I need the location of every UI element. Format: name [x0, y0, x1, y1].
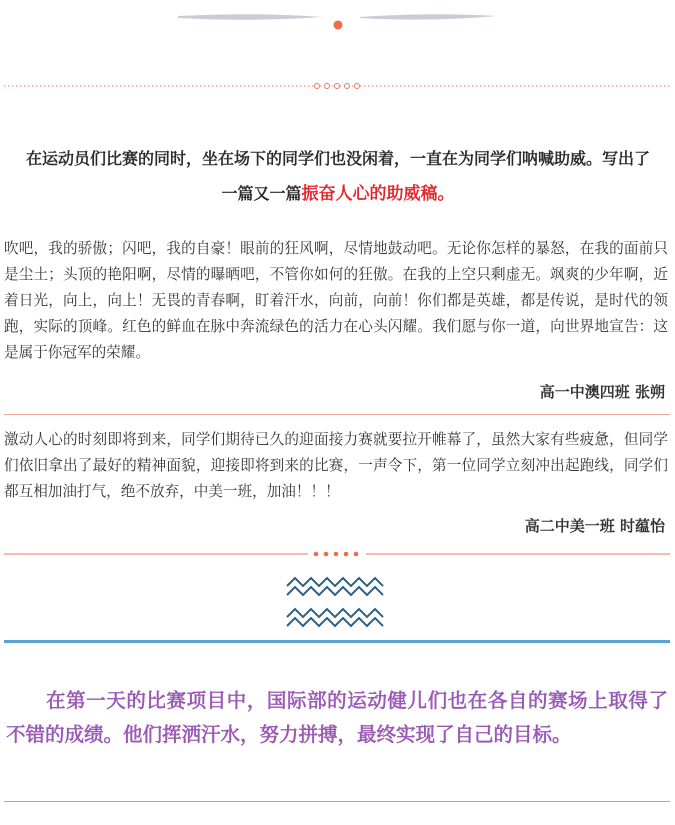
- intro-line-2-prefix: 一篇又一篇: [221, 184, 302, 203]
- left-brush-stroke: [178, 14, 322, 20]
- center-dot: [334, 21, 343, 30]
- intro-line-2: [8, 176, 668, 212]
- dot-divider: [0, 546, 675, 562]
- divider-line: [4, 414, 670, 415]
- intro-highlight: 振奋人心的助威稿。: [301, 184, 455, 204]
- cheer-author-1: 高一中澳四班 张朔: [539, 383, 665, 401]
- summary-text: 在第一天的比赛项目中，国际部的运动健儿们也在各自的赛场上取得了不错的成绩。他们挥洒汗水，努力拼搏，最终实现了自己的目标。: [6, 689, 668, 746]
- top-ornament: [0, 0, 675, 40]
- zigzag-ornament: [285, 573, 389, 637]
- intro-text: [8, 141, 668, 212]
- cheer-text-2: 激动人心的时刻即将到来，同学们期待已久的迎面接力赛就要拉开帷幕了，虽然大家有些疲惫，但同学们依旧拿出了最好的精神面貌，迎接即将到来的比赛，一声令下，第一位同学立刻冲出起跑线，同学们都互相加油打气，绝不放弃，中美一班，加油！！！: [4, 431, 668, 500]
- bottom-divider: [4, 801, 670, 802]
- dotted-divider: [0, 78, 675, 94]
- cheer-author-2: 高二中美一班 时蕴怡: [524, 517, 665, 535]
- right-brush-stroke: [360, 14, 497, 19]
- intro-line-1: 在运动员们比赛的同时，坐在场下的同学们也没闲着，一直在为同学们呐喊助威。写出了: [25, 149, 650, 168]
- section-bar: [4, 640, 670, 643]
- cheer-text-1: 吹吧，我的骄傲；闪吧，我的自豪！眼前的狂风啊，尽情地鼓动吧。无论你怎样的暴怒，在我的面前只是尘土；头顶的艳阳啊，尽情的曝晒吧，不管你如何的狂傲。在我的上空只剩虚无。飒爽的少年啊，近着日光，向上，向上！无畏的青春啊，盯着汗水，向前，向前！你们都是英雄，都是传说，是时代的领跑，实际的顶峰。红色的鲜血在脉中奔流绿色的活力在心头闪耀。我们愿与你一道，向世界地宣告：这是属于你冠军的荣耀。: [4, 240, 668, 361]
